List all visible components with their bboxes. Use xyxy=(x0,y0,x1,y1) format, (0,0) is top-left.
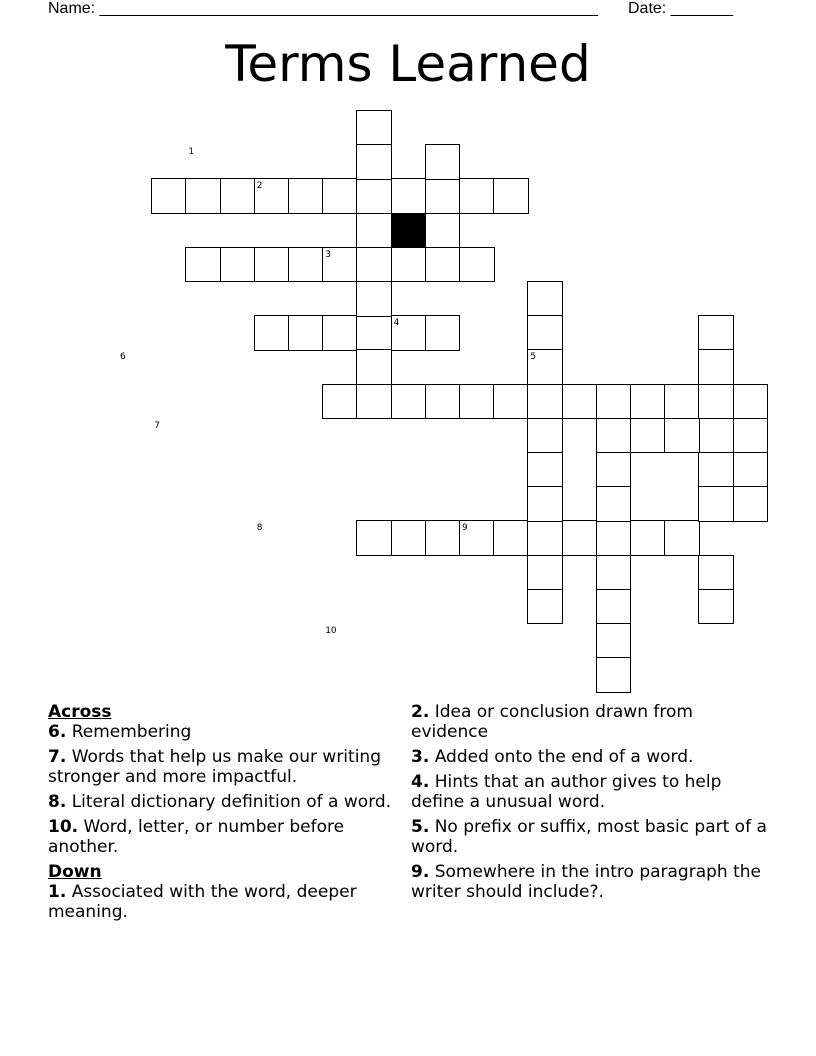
grid-cell[interactable] xyxy=(596,452,632,488)
grid-cell[interactable] xyxy=(630,418,666,454)
clue-item xyxy=(48,722,393,742)
grid-cell[interactable] xyxy=(391,247,427,283)
grid-cell[interactable] xyxy=(664,418,700,454)
clue-text: Idea or conclusion drawn from evidence xyxy=(411,702,693,742)
grid-cell[interactable] xyxy=(151,178,187,214)
grid-cell[interactable] xyxy=(698,589,734,625)
grid-cell[interactable] xyxy=(322,178,358,214)
grid-cell[interactable] xyxy=(459,384,495,420)
grid-cell[interactable] xyxy=(527,555,563,591)
grid-cell[interactable] xyxy=(562,384,598,420)
clue-text: Hints that an author gives to help define a unusual word. xyxy=(411,772,722,812)
down-heading: Down xyxy=(48,862,102,882)
grid-cell[interactable] xyxy=(733,486,769,522)
grid-cell[interactable] xyxy=(733,452,769,488)
grid-cell[interactable] xyxy=(527,418,563,454)
clue-item xyxy=(48,792,393,812)
grid-cell[interactable] xyxy=(596,520,632,556)
grid-cell[interactable] xyxy=(527,384,563,420)
clue-number-label: 3 xyxy=(325,249,331,260)
grid-cell[interactable] xyxy=(425,213,461,249)
grid-cell[interactable] xyxy=(391,384,427,420)
clue-text: No prefix or suffix, most basic part of a word. xyxy=(411,817,767,857)
grid-cell[interactable] xyxy=(562,520,598,556)
clue-text: Literal dictionary definition of a word. xyxy=(66,792,392,812)
clue-number: 2. xyxy=(411,702,430,722)
down-clue-list-continued xyxy=(411,702,771,902)
grid-cell[interactable] xyxy=(527,589,563,625)
grid-cell[interactable] xyxy=(185,178,221,214)
clue-number: 7. xyxy=(48,747,67,767)
grid-cell[interactable] xyxy=(459,178,495,214)
grid-cell[interactable] xyxy=(425,178,461,214)
across-heading: Across xyxy=(48,702,112,722)
grid-cell[interactable] xyxy=(288,178,324,214)
clue-number-label: 4 xyxy=(393,318,400,329)
clue-number-label: 6 xyxy=(120,352,126,363)
grid-cell[interactable] xyxy=(664,520,700,556)
clue-number-label: 10 xyxy=(325,626,337,636)
grid-cell[interactable] xyxy=(493,520,529,556)
grid-cell[interactable] xyxy=(288,315,324,351)
clue-item xyxy=(48,747,393,787)
grid-cell[interactable] xyxy=(698,418,734,454)
grid-cell[interactable] xyxy=(425,315,461,351)
grid-cell[interactable] xyxy=(527,486,563,522)
grid-cell[interactable] xyxy=(527,520,563,556)
clue-item xyxy=(411,772,771,812)
clue-number: 1. xyxy=(48,882,67,902)
grid-cell[interactable] xyxy=(185,247,221,283)
clue-text: Added onto the end of a word. xyxy=(429,747,694,767)
grid-cell[interactable] xyxy=(356,144,392,180)
grid-cell[interactable] xyxy=(391,520,427,556)
grid-cell[interactable] xyxy=(664,384,700,420)
grid-cell[interactable] xyxy=(356,213,392,249)
clue-text: Words that help us make our writing stronger and more impactful. xyxy=(48,747,381,787)
clue-number-label: 5 xyxy=(530,352,537,363)
clue-text: Associated with the word, deeper meaning. xyxy=(48,882,357,922)
grid-cell[interactable] xyxy=(220,247,256,283)
grid-cell[interactable] xyxy=(254,315,290,351)
grid-cell[interactable] xyxy=(356,110,392,146)
grid-cell[interactable] xyxy=(459,247,495,283)
grid-cell[interactable] xyxy=(425,384,461,420)
grid-cell[interactable] xyxy=(698,452,734,488)
grid-cell[interactable] xyxy=(254,247,290,283)
clue-item xyxy=(411,817,771,857)
down-clue-list xyxy=(48,882,393,922)
clue-number: 6. xyxy=(48,722,67,742)
grid-cell[interactable] xyxy=(596,555,632,591)
clue-number: 9. xyxy=(411,862,430,882)
clue-number: 3. xyxy=(411,747,430,767)
clue-item xyxy=(411,747,771,767)
grid-cell[interactable] xyxy=(425,520,461,556)
grid-cell[interactable] xyxy=(698,349,734,385)
clue-text: Remembering xyxy=(66,722,192,742)
grid-cell[interactable] xyxy=(356,520,392,556)
grid-cell[interactable] xyxy=(596,623,632,659)
grid-cell[interactable] xyxy=(630,384,666,420)
clue-item xyxy=(411,702,771,742)
grid-cell[interactable] xyxy=(493,384,529,420)
clue-item xyxy=(411,862,771,902)
grid-cell[interactable] xyxy=(596,589,632,625)
grid-cell[interactable] xyxy=(391,178,427,214)
clue-item xyxy=(48,882,393,922)
grid-cell[interactable] xyxy=(698,555,734,591)
grid-cell[interactable] xyxy=(630,520,666,556)
clues-left-column xyxy=(48,702,393,927)
page-title: Terms Learned xyxy=(225,35,591,93)
clue-text: Somewhere in the intro paragraph the writer should include?. xyxy=(411,862,761,902)
clue-number-label: 8 xyxy=(256,523,263,534)
clue-number: 4. xyxy=(411,772,430,792)
grid-cell[interactable] xyxy=(527,452,563,488)
grid-block xyxy=(391,213,427,249)
grid-cell[interactable] xyxy=(596,384,632,420)
clue-number-label: 1 xyxy=(188,147,195,158)
clue-number-label: 9 xyxy=(462,523,468,534)
grid-cell[interactable] xyxy=(596,418,632,454)
grid-cell[interactable] xyxy=(698,384,734,420)
grid-cell[interactable] xyxy=(356,315,392,351)
grid-cell[interactable] xyxy=(493,178,529,214)
grid-cell[interactable] xyxy=(698,315,734,351)
clue-item xyxy=(48,817,393,857)
grid-cell[interactable] xyxy=(356,178,392,214)
date-field-label: Date: _______ xyxy=(628,0,733,17)
name-field-label: Name: ________________________________________________________ xyxy=(48,0,598,17)
grid-cell[interactable] xyxy=(322,315,358,351)
grid-cell[interactable] xyxy=(596,657,632,693)
clue-number: 8. xyxy=(48,792,67,812)
across-clue-list xyxy=(48,722,393,857)
clue-number: 5. xyxy=(411,817,430,837)
grid-cell[interactable] xyxy=(698,486,734,522)
clue-number-label: 7 xyxy=(154,420,160,431)
grid-cell[interactable] xyxy=(356,349,392,385)
grid-cell[interactable] xyxy=(596,486,632,522)
grid-cell[interactable] xyxy=(733,384,769,420)
clue-number: 10. xyxy=(48,817,79,837)
clue-text: Word, letter, or number before another. xyxy=(48,817,345,857)
grid-cell[interactable] xyxy=(527,315,563,351)
grid-cell[interactable] xyxy=(356,281,392,317)
grid-cell[interactable] xyxy=(288,247,324,283)
grid-cell[interactable] xyxy=(322,384,358,420)
grid-cell[interactable] xyxy=(220,178,256,214)
grid-cell[interactable] xyxy=(527,281,563,317)
grid-cell[interactable] xyxy=(733,418,769,454)
grid-cell[interactable] xyxy=(356,384,392,420)
clues-right-column xyxy=(411,702,771,907)
grid-cell[interactable] xyxy=(356,247,392,283)
grid-cell[interactable] xyxy=(425,144,461,180)
grid-cell[interactable] xyxy=(425,247,461,283)
clue-number-label: 2 xyxy=(256,181,263,192)
